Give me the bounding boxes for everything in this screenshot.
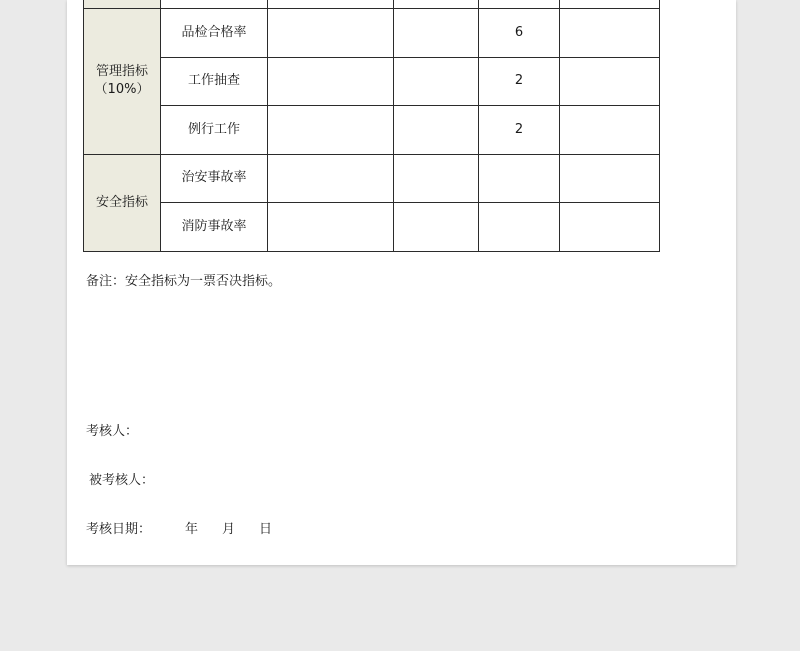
item-cell: 治安事故率 bbox=[161, 154, 268, 203]
reviewer-label: 考核人： bbox=[86, 424, 139, 439]
table-cell bbox=[394, 0, 479, 9]
remark-note: 备注：安全指标为一票否决指标。 bbox=[86, 274, 282, 289]
table-cell bbox=[161, 0, 268, 9]
date-year-label: 年 bbox=[185, 522, 199, 537]
table-row bbox=[84, 203, 660, 252]
item-cell: 工作抽查 bbox=[161, 57, 268, 106]
category-cell-management bbox=[84, 9, 161, 155]
table-row bbox=[84, 57, 660, 106]
assessment-table bbox=[83, 0, 660, 252]
score-cell: 6 bbox=[479, 9, 560, 58]
category-label: 安全指标 bbox=[95, 194, 148, 210]
table-cell bbox=[394, 106, 479, 155]
table-cell bbox=[394, 203, 479, 252]
table-cell bbox=[84, 0, 161, 9]
table-cell bbox=[560, 9, 660, 58]
date-day-label: 日 bbox=[259, 522, 273, 537]
table-cell bbox=[479, 0, 560, 9]
table-cell bbox=[268, 9, 394, 58]
item-cell: 例行工作 bbox=[161, 106, 268, 155]
table-cell bbox=[268, 154, 394, 203]
table-cell bbox=[560, 106, 660, 155]
table-cell bbox=[394, 154, 479, 203]
table-row bbox=[84, 9, 660, 58]
date-month-label: 月 bbox=[222, 522, 236, 537]
table-row bbox=[84, 106, 660, 155]
table-cell bbox=[268, 203, 394, 252]
table-cell bbox=[268, 57, 394, 106]
table-cell bbox=[560, 203, 660, 252]
score-cell: 2 bbox=[479, 106, 560, 155]
table-cell bbox=[560, 154, 660, 203]
table-cell bbox=[560, 0, 660, 9]
table-cell bbox=[268, 106, 394, 155]
score-cell: 2 bbox=[479, 57, 560, 106]
table-cell bbox=[560, 57, 660, 106]
table-cell bbox=[394, 9, 479, 58]
reviewee-label: 被考核人： bbox=[89, 473, 155, 488]
table-row bbox=[84, 154, 660, 203]
score-cell bbox=[479, 203, 560, 252]
item-cell: 品检合格率 bbox=[161, 9, 268, 58]
category-cell-safety bbox=[84, 154, 161, 251]
document-page bbox=[67, 0, 736, 565]
table-cell bbox=[394, 57, 479, 106]
category-weight: （10%） bbox=[94, 82, 150, 98]
assessment-date-label: 考核日期： bbox=[86, 522, 152, 537]
category-label: 管理指标 bbox=[95, 64, 148, 80]
score-cell bbox=[479, 154, 560, 203]
table-row bbox=[84, 0, 660, 9]
table-cell bbox=[268, 0, 394, 9]
item-cell: 消防事故率 bbox=[161, 203, 268, 252]
